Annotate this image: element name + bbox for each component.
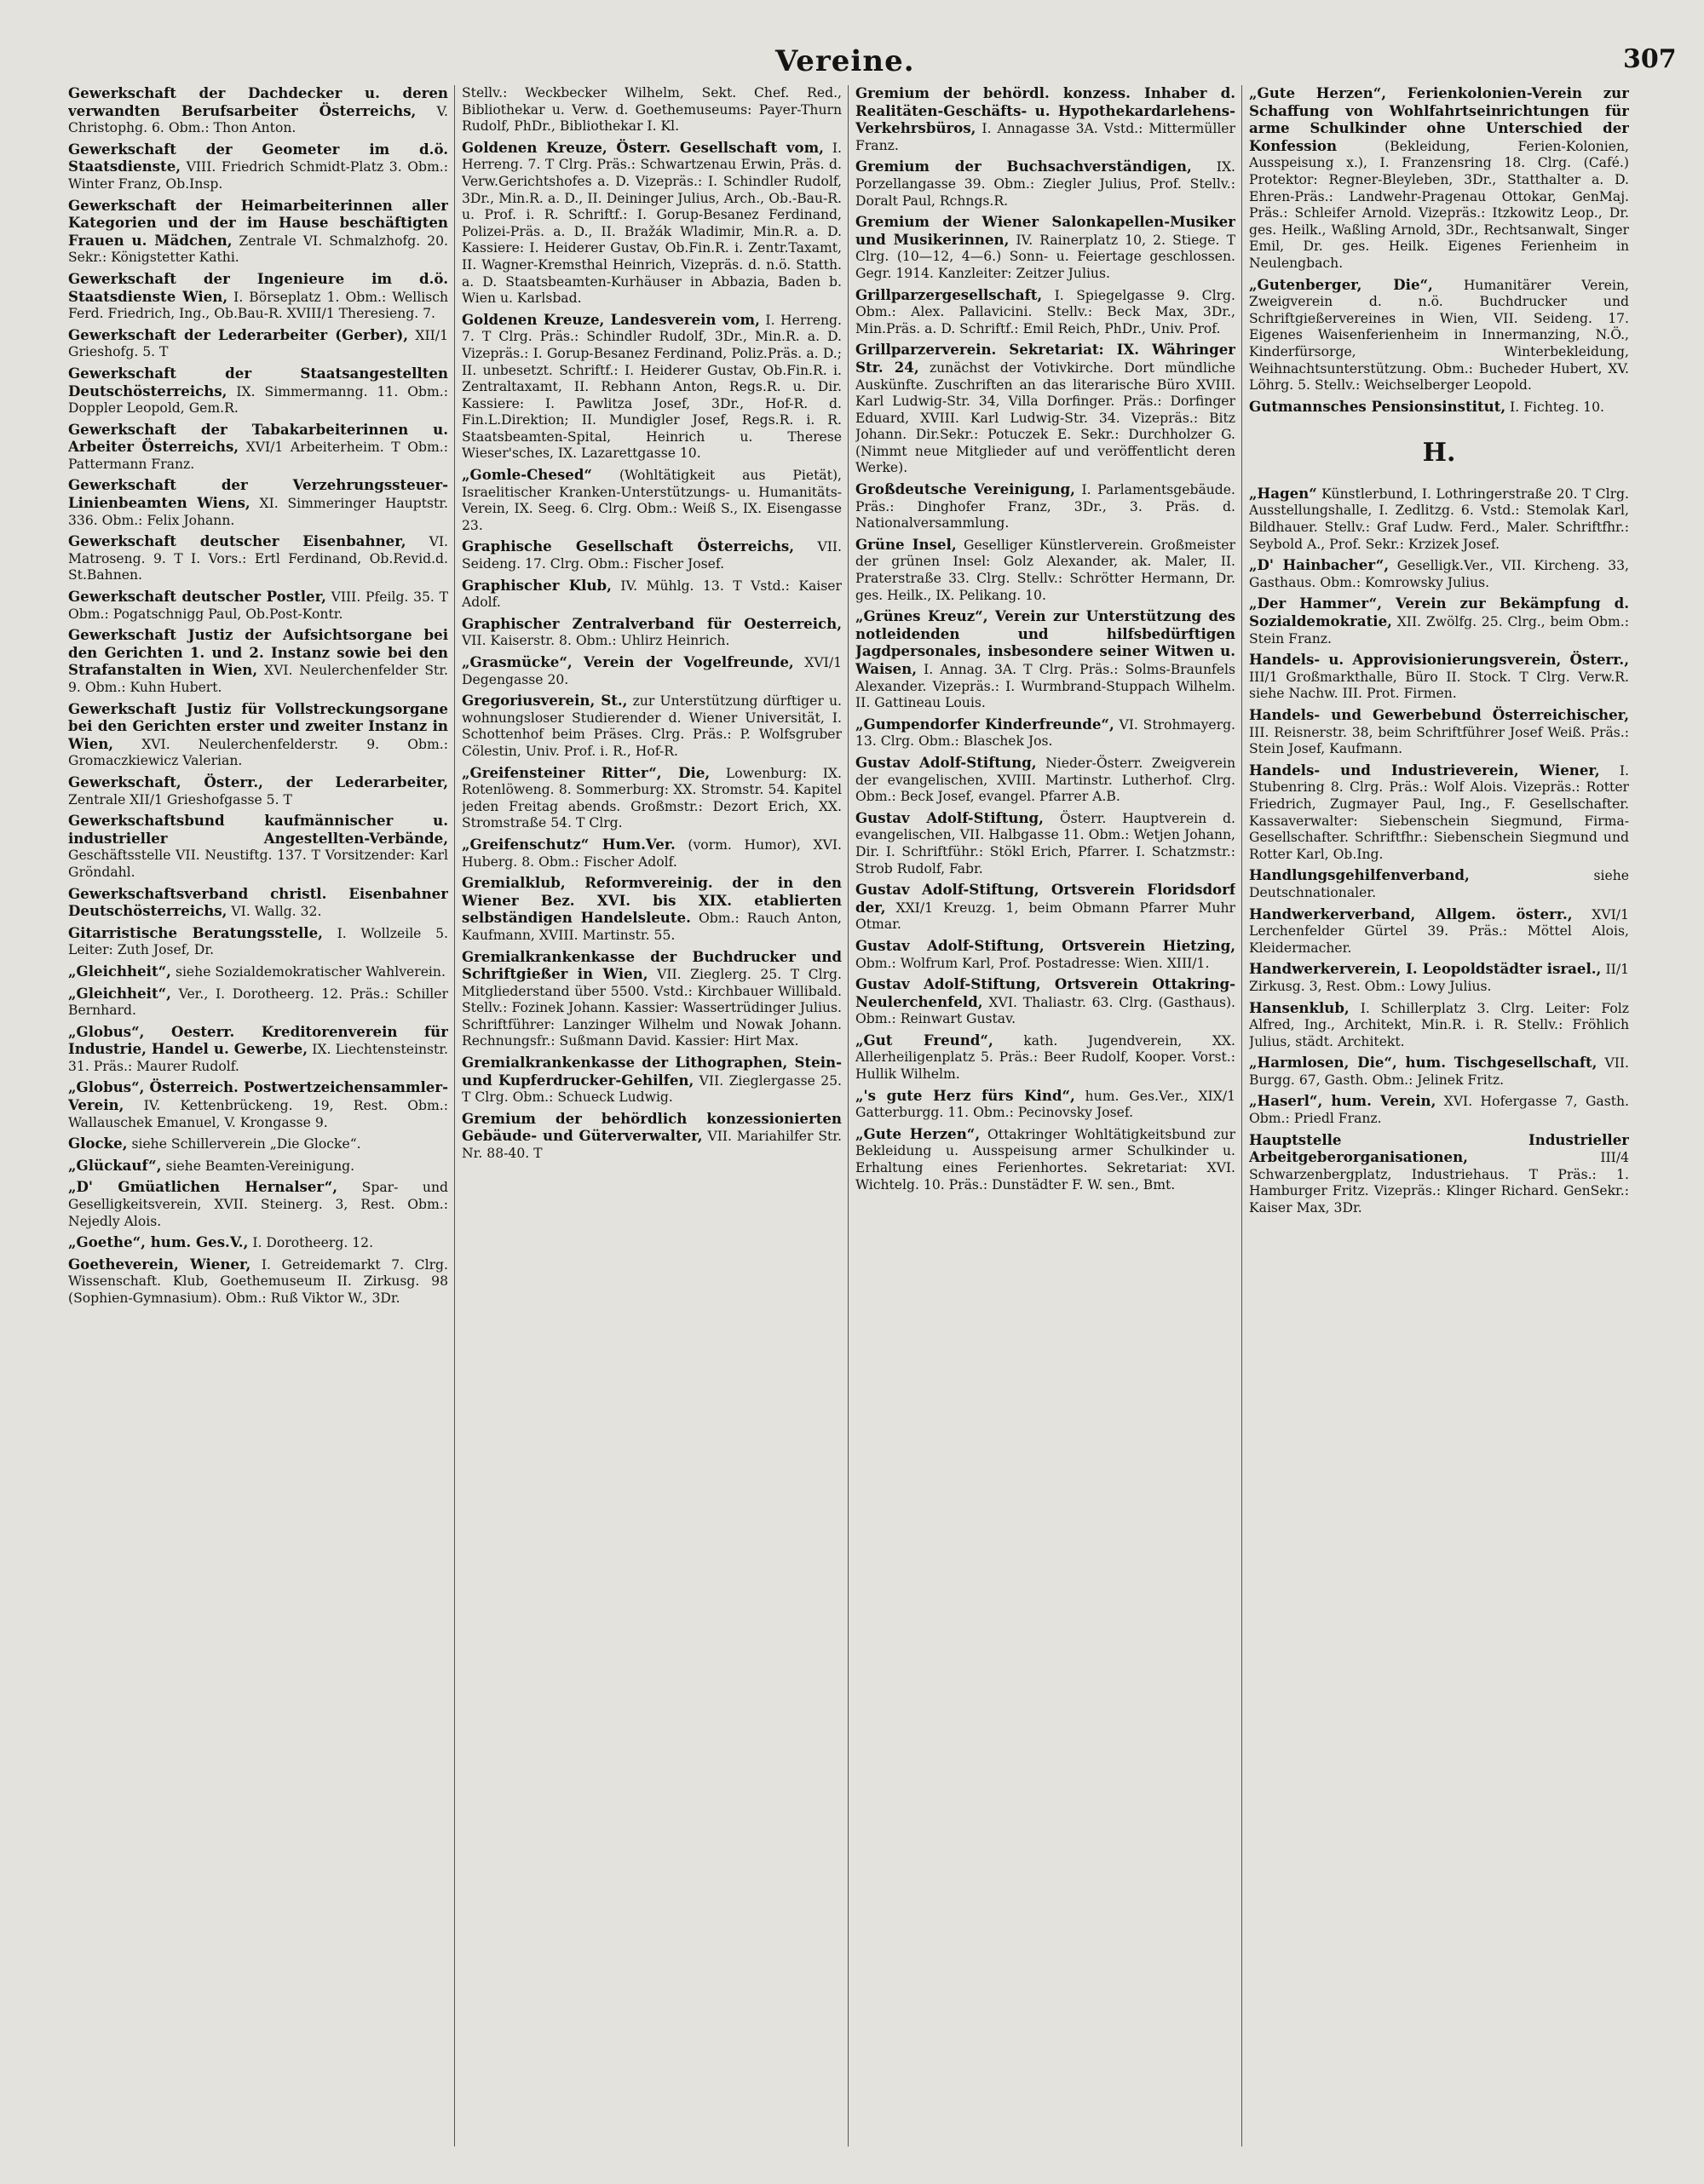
entry-name: „Gleichheit“, — [68, 984, 171, 1002]
entry-detail: I. Annagasse 3A. Vstd.: Mittermüller Franz. — [855, 121, 1235, 153]
directory-entry — [855, 537, 1235, 604]
entry-name: „Greifenschutz“ Hum.Ver. — [462, 835, 676, 853]
entry-name: Gustav Adolf-Stiftung, — [855, 753, 1037, 771]
entry-name: „Harmlosen, Die“, hum. Tischgesellschaft, — [1249, 1054, 1598, 1072]
columns — [68, 85, 1629, 2164]
entry-name: Gewerkschaft, Österr., der Lederarbeiter, — [68, 773, 448, 790]
directory-entry — [855, 755, 1235, 806]
entry-name: Goldenen Kreuze, Österr. Gesellschaft vom, — [462, 138, 824, 156]
entry-name: Gremium der behördlich konzessionierten Gebäude- und Güterverwalter, — [462, 1109, 842, 1145]
entry-name: „Glückauf“, — [68, 1156, 162, 1174]
directory-entry — [68, 477, 448, 529]
entry-detail: XVI/1 Degengasse 20. — [462, 655, 842, 687]
entry-detail: VII. Mariahilfer Str. Nr. 88-40. T — [462, 1129, 842, 1162]
entry-detail: XVI. Neulerchenfelder Str. 9. Obm.: Kuhn Hubert. — [68, 663, 448, 695]
directory-entry — [68, 533, 448, 584]
directory-entry — [1249, 906, 1629, 957]
entry-name: Handwerkerverein, I. Leopoldstädter israel., — [1249, 960, 1602, 978]
entry-detail: siehe Schillerverein „Die Glocke“. — [131, 1136, 361, 1152]
directory-entry — [462, 836, 842, 871]
entry-detail: VI. Matroseng. 9. T I. Vors.: Ertl Ferdinand, Ob.Revid.d. St.Bahnen. — [68, 534, 448, 583]
directory-entry — [68, 627, 448, 696]
entry-name: „Gute Herzen“, — [855, 1124, 981, 1142]
column-2 — [462, 85, 842, 2164]
entry-detail: I. Dorotheerg. 12. — [252, 1235, 374, 1251]
entry-name: Gewerkschaft der Staatsangestellten Deutschösterreichs, — [68, 364, 448, 399]
directory-entry — [68, 1024, 448, 1076]
entry-detail: VII. Zieglergasse 25. T Clrg. Obm.: Schueck Ludwig. — [462, 1072, 842, 1106]
entry-detail: XII/1 Grieshofg. 5. T — [68, 327, 448, 360]
entry-name: Gustav Adolf-Stiftung, Ortsverein Hietzing, — [855, 936, 1235, 954]
directory-entry — [855, 481, 1235, 532]
entry-detail: VI. Wallg. 32. — [231, 904, 322, 920]
entry-name: Gustav Adolf-Stiftung, Ortsverein Ottakring-Neulerchenfeld, — [855, 975, 1235, 1010]
entry-detail: kath. Jugendverein, XX. Allerheiligenplatz 5. Präs.: Beer Rudolf, Kooper. Vorst.: Hullik Wilhelm. — [855, 1032, 1235, 1083]
entry-detail: Obm.: Wolfrum Karl, Prof. Postadresse: Wien. XIII/1. — [855, 955, 1210, 971]
entry-name: Gregoriusverein, St., — [462, 692, 628, 710]
directory-entry — [68, 141, 448, 193]
directory-entry — [855, 158, 1235, 210]
directory-entry — [462, 140, 842, 307]
entry-detail: VII. Burgg. 67, Gasth. Obm.: Jelinek Fritz. — [1249, 1055, 1629, 1088]
entry-detail: siehe Sozialdemokratischer Wahlverein. — [175, 963, 446, 980]
entry-detail: Ver., I. Dorotheerg. 12. Präs.: Schiller Bernhard. — [68, 986, 448, 1019]
entry-name: Glocke, — [68, 1135, 128, 1152]
entry-name: Handwerkerverband, Allgem. österr., — [1249, 905, 1573, 922]
column-1 — [68, 85, 448, 2164]
directory-entry — [1249, 85, 1629, 273]
directory-entry — [1249, 595, 1629, 647]
entry-name: Gewerkschaft der Verzehrungssteuer-Linienbeamten Wiens, — [68, 476, 448, 512]
entry-name: Goldenen Kreuze, Landesverein vom, — [462, 310, 760, 328]
directory-entry — [462, 616, 842, 650]
directory-entry — [855, 1088, 1235, 1122]
entry-name: Gustav Adolf-Stiftung, — [855, 808, 1044, 826]
directory-entry — [68, 963, 448, 981]
directory-entry — [68, 1079, 448, 1131]
entry-name: „Gute Herzen“, Ferienkolonien-Verein zur Schaffung von Wohlfahrtseinrichtungen für arme Schulkinder ohne Unterschied der Konfession — [1249, 85, 1629, 154]
directory-entry — [855, 938, 1235, 972]
directory-entry — [462, 1111, 842, 1163]
directory-entry — [1249, 961, 1629, 995]
entry-name: Gewerkschaft deutscher Eisenbahner, — [68, 532, 406, 550]
entry-detail: XI. Simmeringer Hauptstr. 336. Obm.: Felix Johann. — [68, 496, 448, 528]
directory-entry — [855, 608, 1235, 712]
directory-entry — [68, 1158, 448, 1175]
entry-detail: IX. Porzellangasse 39. Obm.: Ziegler Julius, Prof. Stellv.: Doralt Paul, Rchngs.R. — [855, 159, 1235, 209]
directory-entry — [68, 271, 448, 323]
page-number: 307 — [1623, 44, 1677, 74]
entry-detail: zunächst der Votivkirche. Dort mündliche Auskünfte. Zuschriften an das literarische Büro XVIII. Karl Ludwig-Str. 34, Villa Dorfinger. Präs.: Dorfinger Eduard, XVIII. Karl Ludwig-Str. 34. Vizepräs.: Bitz Johann. Dir.Sekr.: Potuczek E. Sekr.: Durchholzer G. (Nimmt neue Mitglieder auf und veröffentlicht deren Werke). — [855, 359, 1235, 476]
entry-detail: VI. Strohmayerg. 13. Clrg. Obm.: Blaschek Jos. — [855, 716, 1235, 750]
entry-detail: I. Getreidemarkt 7. Clrg. Wissenschaft. Klub, Goethemuseum II. Zirkusg. 98 (Sophien-Gymnasium). Obm.: Ruß Viktor W., 3Dr. — [68, 1256, 448, 1306]
directory-entry — [1249, 1093, 1629, 1127]
entry-name: „Der Hammer“, Verein zur Bekämpfung d. Sozialdemokratie, — [1249, 595, 1629, 630]
entry-name: Gremium der behördl. konzess. Inhaber d. Realitäten-Geschäfts- u. Hypothekardarlehens-Verkehrsbüros, — [855, 85, 1235, 137]
entry-name: „Globus“, Österreich. Postwertzeichensammler-Verein, — [68, 1078, 448, 1114]
directory-entry — [68, 589, 448, 623]
entry-name: Grillparzerverein. Sekretariat: IX. Währinger Str. 24, — [855, 341, 1235, 376]
directory-entry — [855, 1126, 1235, 1193]
directory-entry — [855, 976, 1235, 1028]
directory-entry — [462, 875, 842, 944]
directory-entry — [855, 1032, 1235, 1083]
entry-name: Handels- und Gewerbebund Österreichischer, — [1249, 706, 1629, 723]
directory-entry — [1249, 399, 1629, 417]
entry-name: Gewerkschaft der Geometer im d.ö. Staatsdienste, — [68, 140, 448, 175]
entry-detail: I. Börseplatz 1. Obm.: Wellisch Ferd. Friedrich, Ing., Ob.Bau-R. XVIII/1 Theresieng. 7. — [68, 289, 448, 322]
entry-detail: IX. Liechtensteinstr. 31. Präs.: Maurer Rudolf. — [68, 1042, 448, 1074]
entry-name: Gremialkrankenkasse der Lithographen, Stein- und Kupferdrucker-Gehilfen, — [462, 1054, 842, 1089]
entry-name: „D' Gmüatlichen Hernalser“, — [68, 1178, 338, 1196]
entry-name: Graphischer Klub, — [462, 576, 612, 594]
directory-entry — [1249, 557, 1629, 591]
entry-detail: Österr. Hauptverein d. evangelischen, VII. Halbgasse 11. Obm.: Wetjen Johann, Dir. I. Schriftführ.: Stökl Erich, Pfarrer. I. Schatzmstr.: Strob Rudolf, Fabr. — [855, 810, 1235, 876]
entry-name: „Greifensteiner Ritter“, Die, — [462, 763, 711, 781]
entry-name: Hansenklub, — [1249, 998, 1350, 1016]
entry-name: Graphische Gesellschaft Österreichs, — [462, 537, 795, 555]
directory-entry — [1249, 762, 1629, 864]
directory-entry — [68, 774, 448, 808]
entry-name: „Gomle-Chesed“ — [462, 466, 592, 484]
entry-name: Gewerkschaftsbund kaufmännischer u. industrieller Angestellten-Verbände, — [68, 812, 448, 847]
column-3 — [855, 85, 1235, 2164]
directory-entry — [68, 986, 448, 1020]
entry-detail: I. Parlamentsgebäude. Präs.: Dinghofer Franz, 3Dr., 3. Präs. d. Nationalversammlung. — [855, 482, 1235, 532]
entry-detail: I. Herreng. 7. T Clrg. Präs.: Schindler Rudolf, 3Dr., Min.R. a. D. Vizepräs.: I. Gorup-Besanez Ferdinand, Poliz.Präs. a. D.; II. unbesetzt. Schriftf.: I. Heiderer Gustav, Ob.Fin.R. i. Zentraltaxamt, II. Rebhann Anton, Regs.R. u. Dir. Kassiere: I. Pawlitza Josef, 3Dr., Hof-R. d. Fin.L.Direktion; II. Mundigler Josef, Regs.R. i. R. Staatsbeamten-Spital, Heinrich u. Therese Wieser'sches, IX. Lazarettgasse 10. — [462, 312, 842, 462]
entry-name: Gewerkschaft der Heimarbeiterinnen aller Kategorien und der im Hause beschäftigten Frauen u. Mädchen, — [68, 196, 448, 249]
entry-name: Gremialklub, Reformvereinig. der in den Wiener Bez. XVI. bis XIX. etablierten selbständigen Handelsleute. — [462, 874, 842, 927]
entry-name: „D' Hainbacher“, — [1249, 556, 1390, 574]
entry-name: „'s gute Herz fürs Kind“, — [855, 1086, 1075, 1104]
entry-detail: I. Herreng. 7. T Clrg. Präs.: Schwartzenau Erwin, Präs. d. Verw.Gerichtshofes a. D. Vizepräs.: I. Schindler Rudolf, 3Dr., Min.R. a. D., II. Deininger Julius, Arch., Ob.-Bau-R. u. Prof. i. R. Schriftf.: I. Gorup-Besanez Ferdinand, Polizei-Präs. a. D., II. Bražák Wladimir, Min.R. a. D. Kassiere: I. Heiderer Gustav, Ob.Fin.R. i. Zentr.Taxamt, II. Wagner-Kremsthal Heinrich, Vizepräs. d. n.ö. Statth. a. D. Staatsbeamten-Kurhäuser in Abbazia, Baden b. Wien u. Karlsbad. — [462, 140, 842, 307]
entry-detail: Humanitärer Verein, Zweigverein d. n.ö. Buchdrucker und Schriftgießervereines in Wien, VII. Seideng. 17. Eigenes Waisenferienheim in Innermanzing, N.Ö., Kinderfürsorge, Winterbekleidung, Weihnachtsunterstützung. Obm.: Bucheder Hubert, XV. Löhrg. 5. Stellv.: Weichselberger Leopold. — [1249, 277, 1629, 394]
entry-name: „Haserl“, hum. Verein, — [1249, 1092, 1436, 1110]
directory-entry — [462, 949, 842, 1051]
section-title: Vereine. — [775, 44, 915, 78]
entry-detail: VIII. Friedrich Schmidt-Platz 3. Obm.: Winter Franz, Ob.Insp. — [68, 159, 448, 192]
entry-name: „Goethe“, hum. Ges.V., — [68, 1233, 249, 1251]
entry-name: „Gumpendorfer Kinderfreunde“, — [855, 715, 1114, 733]
entry-detail: VIII. Pfeilg. 35. T Obm.: Pogatschnigg Paul, Ob.Post-Kontr. — [68, 589, 448, 622]
entry-detail: siehe Beamten-Vereinigung. — [165, 1158, 355, 1174]
directory-entry — [68, 327, 448, 361]
entry-name: Gewerkschaft der Tabakarbeiterinnen u. Arbeiter Österreichs, — [68, 420, 448, 456]
directory-entry — [462, 85, 842, 135]
directory-entry — [68, 422, 448, 474]
entry-name: Grillparzergesellschaft, — [855, 285, 1043, 303]
entry-detail: Künstlerbund, I. Lothringerstraße 20. T Clrg. Ausstellungshalle, I. Zedlitzg. 6. Vstd.: Stemolak Karl, Bildhauer. Stellv.: Graf Ludw. Ferd., Maler. Schriftfhr.: Seybold A., Prof. Sekr.: Krzizek Josef. — [1249, 486, 1629, 552]
entry-name: Gustav Adolf-Stiftung, Ortsverein Floridsdorf der, — [855, 881, 1235, 916]
directory-entry — [68, 813, 448, 881]
directory-entry — [462, 312, 842, 463]
entry-name: Gewerkschaft deutscher Postler, — [68, 588, 326, 606]
entry-name: „Gleichheit“, — [68, 962, 171, 980]
entry-detail: (Wohltätigkeit aus Pietät), Israelitischer Kranken-Unterstützungs- u. Humanitäts-Verein, IX. Seeg. 6. Clrg. Obm.: Weiß S., IX. Eisengasse 23. — [462, 468, 842, 533]
directory-entry — [68, 701, 448, 770]
directory-entry — [1249, 486, 1629, 553]
directory-entry — [462, 578, 842, 612]
directory-entry — [462, 1055, 842, 1106]
entry-name: „Grasmücke“, Verein der Vogelfreunde, — [462, 653, 794, 670]
entry-detail: XVI. Thaliastr. 63. Clrg. (Gasthaus). Obm.: Reinwart Gustav. — [855, 994, 1235, 1027]
entry-name: Großdeutsche Vereinigung, — [855, 480, 1075, 498]
directory-entry — [68, 886, 448, 921]
entry-detail: XVI. Hofergasse 7, Gasth. Obm.: Priedl Franz. — [1249, 1094, 1629, 1127]
entry-detail: VII. Zieglerg. 25. T Clrg. Mitgliederstand über 5500. Vstd.: Kirchbauer Willibald. Stellv.: Fozinek Johann. Kassier: Wassertrüdinger Julius. Schriftführer: Lanzinger Wilhelm und Nowak Johann. Rechnungsfr.: Sußmann David. Kassier: Hirt Max. — [462, 967, 842, 1049]
entry-detail: Geschäftsstelle VII. Neustiftg. 137. T Vorsitzender: Karl Gröndahl. — [68, 848, 448, 880]
directory-entry — [1249, 1000, 1629, 1051]
entry-detail: hum. Ges.Ver., XIX/1 Gatterburgg. 11. Obm.: Pecinovsky Josef. — [855, 1088, 1235, 1121]
entry-detail: IV. Mühlg. 13. T Vstd.: Kaiser Adolf. — [462, 578, 842, 611]
entry-name: Goetheverein, Wiener, — [68, 1255, 251, 1273]
entry-name: Gremium der Buchsachverständigen, — [855, 158, 1192, 175]
directory-entry — [68, 1179, 448, 1230]
entry-detail: Nieder-Österr. Zweigverein der evangelischen, XVIII. Martinstr. Lutherhof. Clrg. Obm.: Beck Josef, evangel. Pfarrer A.B. — [855, 755, 1235, 805]
directory-entry — [1249, 867, 1629, 901]
entry-detail: XII. Zwölfg. 25. Clrg., beim Obm.: Stein Franz. — [1249, 614, 1629, 647]
directory-entry — [68, 1135, 448, 1153]
entry-detail: III. Reisnerstr. 38, beim Schriftführer Josef Weiß. Präs.: Stein Josef, Kaufmann. — [1249, 724, 1629, 757]
entry-detail: I. Schillerplatz 3. Clrg. Leiter: Folz Alfred, Ing., Architekt, Min.R. i. R. Stellv.: Fröhlich Julius, städt. Architekt. — [1249, 1000, 1629, 1049]
column-4 — [1249, 85, 1629, 2164]
entry-detail: XVI/1 Arbeiterheim. T Obm.: Pattermann Franz. — [68, 440, 448, 472]
directory-entry — [1249, 277, 1629, 394]
entry-detail: I. Spiegelgasse 9. Clrg. Obm.: Alex. Pallavicini. Stellv.: Beck Max, 3Dr., Min.Präs. a. D. Schriftf.: Emil Reich, PhDr., Univ. Prof. — [855, 287, 1235, 336]
directory-entry — [68, 85, 448, 137]
entry-name: „Gut Freund“, — [855, 1031, 993, 1049]
directory-entry — [462, 654, 842, 688]
directory-entry — [462, 693, 842, 760]
entry-detail: (Bekleidung, Ferien-Kolonien, Ausspeisung x.), I. Franzensring 18. Clrg. (Café.) Protektor: Regner-Bleyleben, 3Dr., Statthalter a. D. Ehren-Präs.: Landwehr-Pragenau Ottokar, GenMaj. Präs.: Schleifer Arnold. Vizepräs.: Itzkowitz Leop., Dr. ges. Heilk., Waßling Arnold, 3Dr., Rechtsanwalt, Singer Emil, Dr. ges. Heilk. Eigenes Ferienheim in Neulengbach. — [1249, 138, 1629, 271]
running-head — [0, 43, 1704, 77]
directory-entry — [1249, 652, 1629, 703]
directory-entry — [68, 925, 448, 959]
entry-detail: Zentrale XII/1 Grieshofgasse 5. T — [68, 791, 292, 808]
letter-heading: H. — [1422, 438, 1456, 468]
directory-entry — [855, 214, 1235, 282]
entry-name: Gewerkschaft der Lederarbeiter (Gerber), — [68, 325, 409, 343]
entry-detail: (vorm. Humor), XVI. Huberg. 8. Obm.: Fischer Adolf. — [462, 836, 842, 870]
entry-detail: I. Fichteg. 10. — [1510, 399, 1604, 415]
entry-detail: siehe Deutschnationaler. — [1249, 868, 1629, 900]
entry-detail: IV. Kettenbrückeng. 19, Rest. Obm.: Wallauschek Emanuel, V. Krongasse 9. — [68, 1098, 448, 1130]
entry-name: Gutmannsches Pensionsinstitut, — [1249, 397, 1506, 415]
entry-detail: V. Christophg. 6. Obm.: Thon Anton. — [68, 103, 448, 136]
entry-detail: IX. Simmermanng. 11. Obm.: Doppler Leopold, Gem.R. — [68, 383, 448, 417]
entry-detail: VII. Kaiserstr. 8. Obm.: Uhlirz Heinrich. — [462, 633, 730, 649]
entry-detail: I. Stubenring 8. Clrg. Präs.: Wolf Alois. Vizepräs.: Rotter Friedrich, Zugmayer Paul, Ing., F. Gesellschafter. Kassaverwalter: Siebenschein Siegmund, Firma-Gesellschafter. Schriftfhr.: Siebenschein Siegmund und Rotter Karl, Ob.Ing. — [1249, 762, 1629, 862]
directory-entry — [68, 365, 448, 417]
entry-detail: III/1 Großmarkthalle, Büro II. Stock. T Clrg. Verw.R. siehe Nachw. III. Prot. Firmen. — [1249, 669, 1629, 702]
directory-entry — [462, 765, 842, 832]
directory-entry — [855, 716, 1235, 750]
directory-entry — [1249, 707, 1629, 758]
directory-entry — [462, 467, 842, 534]
entry-detail: VII. Seideng. 17. Clrg. Obm.: Fischer Josef. — [462, 539, 842, 572]
entry-detail: Geselligk.Ver., VII. Kircheng. 33, Gasthaus. Obm.: Komrowsky Julius. — [1249, 558, 1629, 590]
directory-entry — [855, 882, 1235, 934]
entry-name: Gewerkschaft der Dachdecker u. deren verwandten Berufsarbeiter Österreichs, — [68, 85, 448, 119]
entry-detail: Spar- und Geselligkeitsverein, XVII. Steinerg. 3, Rest. Obm.: Nejedly Alois. — [68, 1180, 448, 1229]
entry-name: Gewerkschaftsverband christl. Eisenbahner Deutschösterreichs, — [68, 884, 448, 920]
entry-name: „Grünes Kreuz“, Verein zur Unterstützung des notleidenden und hilfsbedürftigen Jagdpersonales, insbesondere seiner Witwen u. Waisen, — [855, 607, 1235, 677]
directory-entry — [855, 342, 1235, 477]
entry-detail: Ottakringer Wohltätigkeitsbund zur Bekleidung u. Ausspeisung armer Schulkinder u. Erhaltung eines Ferienhortes. Sekretariat: XVI. Wichtelg. 10. Präs.: Dunstädter F. W. sen., Bmt. — [855, 1126, 1235, 1193]
entry-name: Gewerkschaft Justiz für Vollstreckungsorgane bei den Gerichten erster und zweiter Instanz in Wien, — [68, 699, 448, 752]
entry-detail: II/1 Zirkusg. 3, Rest. Obm.: Lowy Julius. — [1249, 962, 1629, 994]
entry-name: Hauptstelle Industrieller Arbeitgeberorganisationen, — [1249, 1130, 1629, 1166]
directory-entry — [68, 1256, 448, 1308]
directory-entry — [1249, 1055, 1629, 1089]
entry-detail: III/4 Schwarzenbergplatz, Industriehaus. T Präs.: 1. Hamburger Fritz. Vizepräs.: Klinger Richard. GenSekr.: Kaiser Max, 3Dr. — [1249, 1150, 1629, 1216]
entry-name: Gewerkschaft der Ingenieure im d.ö. Staatsdienste Wien, — [68, 269, 448, 305]
entry-detail: zur Unterstützung dürftiger u. wohnungsloser Studierender d. Wiener Universität, I. Schottenhof beim Präses. Clrg. Präs.: P. Wolfsgruber Cölestin, Univ. Prof. i. R., Hof-R. — [462, 693, 842, 759]
directory-entry — [855, 810, 1235, 877]
entry-name: Gitarristische Beratungsstelle, — [68, 923, 323, 941]
entry-name: Graphischer Zentralverband für Oesterreich, — [462, 614, 842, 632]
entry-detail: IV. Rainerplatz 10, 2. Stiege. T Clrg. (10—12, 4—6.) Sonn- u. Feiertage geschlossen. Gegr. 1914. Kanzleiter: Zeitzer Julius. — [855, 232, 1235, 281]
entry-name: Gremialkrankenkasse der Buchdrucker und Schriftgießer in Wien, — [462, 947, 842, 983]
entry-detail: Geselliger Künstlerverein. Großmeister der grünen Insel: Golz Alexander, ak. Maler, II. Praterstraße 33. Clrg. Stellv.: Schrötter Hermann, Dr. ges. Heilk., IX. Pelikang. 10. — [855, 537, 1235, 603]
entry-name: „Globus“, Oesterr. Kreditorenverein für Industrie, Handel u. Gewerbe, — [68, 1022, 448, 1058]
entry-name: Grüne Insel, — [855, 535, 957, 553]
entry-detail: XVI/1 Lerchenfelder Gürtel 39. Präs.: Möttel Alois, Kleidermacher. — [1249, 906, 1629, 956]
entry-detail: Stellv.: Weckbecker Wilhelm, Sekt. Chef. Red., Bibliothekar u. Verw. d. Goethemuseums: Payer-Thurn Rudolf, PhDr., Bibliothekar I. Kl. — [462, 85, 842, 135]
entry-detail: Lowenburg: IX. Rotenlöweng. 8. Sommerburg: XX. Stromstr. 54. Kapitel jeden Freitag abends. Großmstr.: Dezort Erich, XX. Stromstraße 54. T Clrg. — [462, 765, 842, 831]
entry-name: „Gutenberger, Die“, — [1249, 275, 1433, 293]
entry-detail: I. Wollzeile 5. Leiter: Zuth Josef, Dr. — [68, 925, 448, 958]
entry-name: Handlungsgehilfenverband, — [1249, 866, 1470, 884]
directory-entry — [855, 287, 1235, 338]
directory-entry — [68, 1234, 448, 1252]
entry-name: Gewerkschaft Justiz der Aufsichtsorgane bei den Gerichten 1. und 2. Instanz sowie bei den Strafanstalten in Wien, — [68, 626, 448, 679]
entry-name: Handels- und Industrieverein, Wiener, — [1249, 761, 1600, 779]
directory-entry — [855, 85, 1235, 154]
entry-detail: I. Annag. 3A. T Clrg. Präs.: Solms-Braunfels Alexander. Vizepräs.: I. Wurmbrand-Stuppach Wilhelm. II. Gattineau Louis. — [855, 662, 1235, 711]
entry-detail: Obm.: Rauch Anton, Kaufmann, XVIII. Martinstr. 55. — [462, 911, 842, 943]
directory-entry — [462, 538, 842, 572]
entry-detail: XVI. Neulerchenfelderstr. 9. Obm.: Gromaczkiewicz Valerian. — [68, 736, 448, 769]
entry-name: Handels- u. Approvisionierungsverein, Österr., — [1249, 651, 1629, 669]
directory-entry — [68, 198, 448, 267]
entry-name: „Hagen“ — [1249, 484, 1317, 502]
entry-detail: XXI/1 Kreuzg. 1, beim Obmann Pfarrer Muhr Otmar. — [855, 899, 1235, 933]
entry-detail: Zentrale VI. Schmalzhofg. 20. Sekr.: Königstetter Kathi. — [68, 233, 448, 266]
entry-name: Gremium der Wiener Salonkapellen-Musiker und Musikerinnen, — [855, 213, 1235, 248]
directory-entry — [1249, 1132, 1629, 1217]
